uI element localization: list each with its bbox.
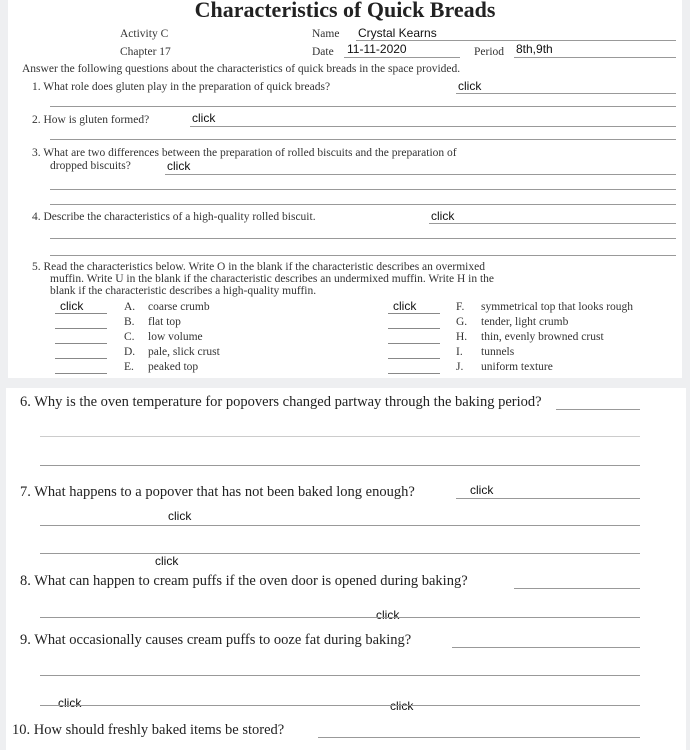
question-7: 7. What happens to a popover that has not been baked long enough? xyxy=(20,484,415,500)
answer-3-field[interactable]: click xyxy=(167,159,191,173)
item-letter: A. xyxy=(124,301,136,313)
answer-blank[interactable] xyxy=(55,358,107,359)
item-letter: H. xyxy=(456,331,468,343)
item-letter: F. xyxy=(456,301,465,313)
item-letter: E. xyxy=(124,361,134,373)
item-letter: J. xyxy=(456,361,464,373)
item-text: pale, slick crust xyxy=(148,346,220,358)
item-letter: D. xyxy=(124,346,136,358)
question-4: 4. Describe the characteristics of a high-quality rolled biscuit. xyxy=(32,211,316,223)
question-1: 1. What role does gluten play in the preparation of quick breads? xyxy=(32,81,331,93)
answer-blank-value[interactable]: click xyxy=(60,299,84,313)
answer-9-field[interactable]: click xyxy=(58,696,82,710)
answer-8-field[interactable]: click xyxy=(376,608,400,622)
question-9: 9. What occasionally causes cream puffs to ooze fat during baking? xyxy=(20,632,412,648)
instructions: Answer the following questions about the characteristics of quick breads in the space provided. xyxy=(22,63,461,75)
item-letter: C. xyxy=(124,331,135,343)
name-field[interactable]: Crystal Kearns xyxy=(358,26,437,40)
period-field[interactable]: 8th,9th xyxy=(516,42,553,56)
item-text: coarse crumb xyxy=(148,301,210,313)
item-text: uniform texture xyxy=(481,361,553,373)
worksheet-page-2 xyxy=(6,388,686,750)
question-8: 8. What can happen to cream puffs if the oven door is opened during baking? xyxy=(20,573,468,589)
item-text: tender, light crumb xyxy=(481,316,569,328)
answer-4-field[interactable]: click xyxy=(431,209,455,223)
date-label: Date xyxy=(312,46,334,58)
answer-blank[interactable] xyxy=(388,328,440,329)
answer-blank-value[interactable]: click xyxy=(393,299,417,313)
answer-blank[interactable] xyxy=(388,373,440,374)
answer-blank[interactable] xyxy=(55,373,107,374)
item-letter: B. xyxy=(124,316,135,328)
item-letter: G. xyxy=(456,316,468,328)
answer-blank[interactable] xyxy=(388,343,440,344)
activity-label: Activity C xyxy=(120,28,169,40)
period-label: Period xyxy=(474,46,505,58)
answer-blank[interactable] xyxy=(55,328,107,329)
question-2: 2. How is gluten formed? xyxy=(32,114,150,126)
item-text: low volume xyxy=(148,331,203,343)
item-letter: I. xyxy=(456,346,463,358)
item-text: thin, evenly browned crust xyxy=(481,331,604,343)
question-6: 6. Why is the oven temperature for popovers changed partway through the baking period? xyxy=(20,394,542,410)
answer-blank[interactable] xyxy=(55,343,107,344)
answer-7-line-2[interactable]: click xyxy=(168,509,192,523)
question-3-line-1: 3. What are two differences between the preparation of rolled biscuits and the preparation of xyxy=(32,147,457,159)
date-field[interactable]: 11-11-2020 xyxy=(347,42,407,56)
answer-7-line-3[interactable]: click xyxy=(155,554,179,568)
answer-1-field[interactable]: click xyxy=(458,79,482,93)
name-label: Name xyxy=(312,28,340,40)
answer-blank[interactable] xyxy=(55,313,107,314)
question-5-line-2: muffin. Write U in the blank if the characteristic describes an undermixed muffin. Write H in the xyxy=(50,273,495,285)
answer-2-field[interactable]: click xyxy=(192,111,216,125)
question-3-line-2: dropped biscuits? xyxy=(50,160,131,172)
answer-blank[interactable] xyxy=(388,358,440,359)
answer-9-line-2[interactable]: click xyxy=(390,699,414,713)
answer-7-field[interactable]: click xyxy=(470,483,494,497)
item-text: flat top xyxy=(148,316,181,328)
page-title: Characteristics of Quick Breads xyxy=(194,0,496,22)
answer-blank[interactable] xyxy=(388,313,440,314)
item-text: tunnels xyxy=(481,346,515,358)
item-text: symmetrical top that looks rough xyxy=(481,301,634,313)
question-10: 10. How should freshly baked items be stored? xyxy=(12,722,285,738)
item-text: peaked top xyxy=(148,361,199,373)
question-5-line-3: blank if the characteristic describes a high-quality muffin. xyxy=(50,285,317,297)
chapter-label: Chapter 17 xyxy=(120,46,171,58)
question-5-line-1: 5. Read the characteristics below. Write O in the blank if the characteristic describes an overmixed xyxy=(32,261,485,273)
